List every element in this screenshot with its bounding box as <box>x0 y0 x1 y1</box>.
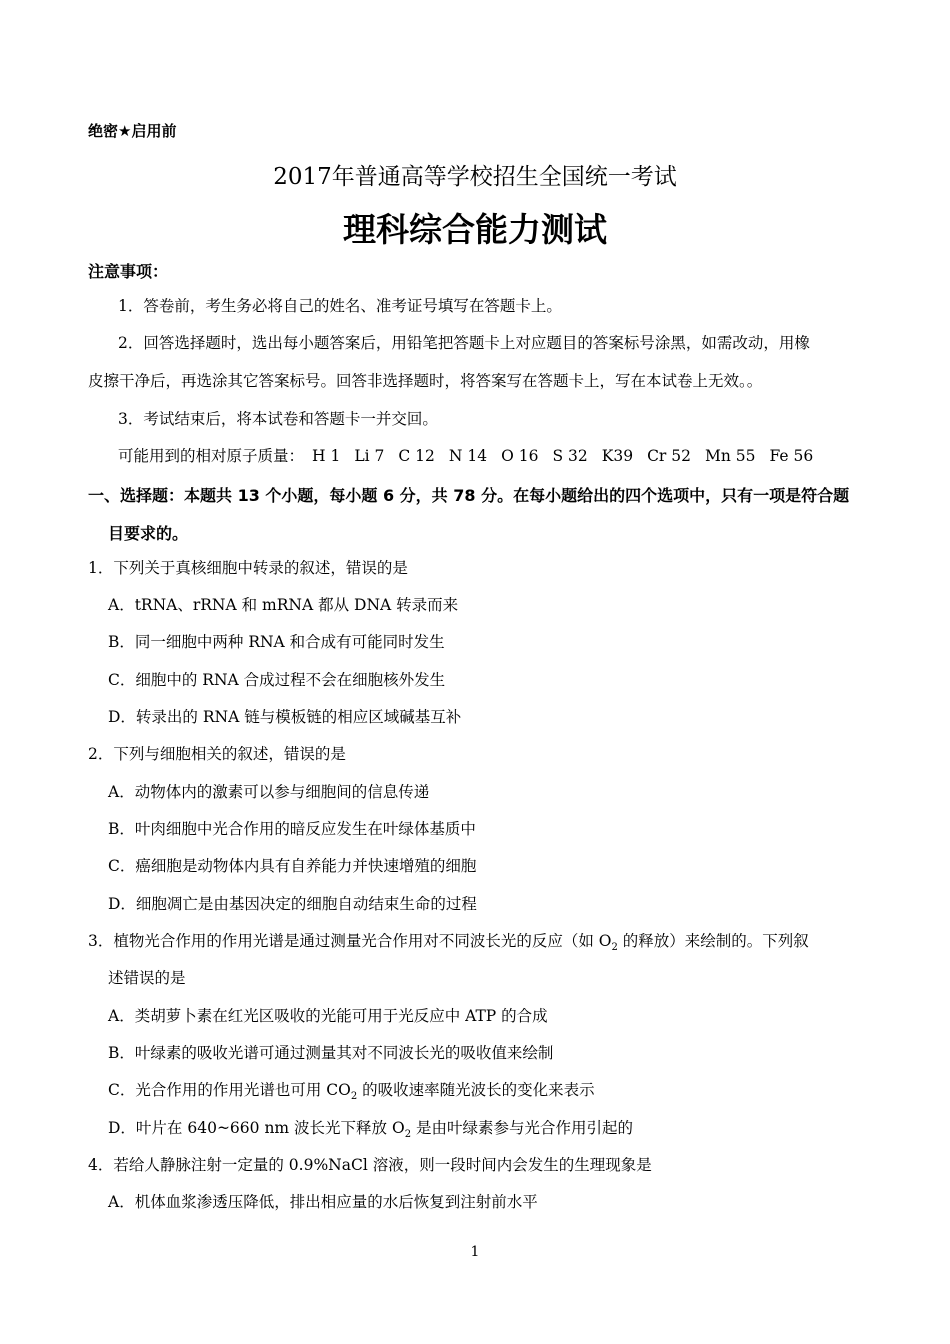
atomic-mass: O 16 <box>501 447 539 465</box>
atomic-mass: C 12 <box>398 447 435 465</box>
atomic-masses <box>118 446 827 466</box>
question-2-option-a: A．动物体内的激素可以参与细胞间的信息传递 <box>108 783 430 801</box>
notice-item-2-line-1: 2．回答选择题时，选出每小题答案后，用铅笔把答题卡上对应题目的答案标号涂黑，如需改动，用橡 <box>118 334 810 352</box>
section-1-heading-line-2: 目要求的。 <box>108 524 189 543</box>
atomic-mass: Fe 56 <box>769 447 814 465</box>
atomic-mass: K39 <box>601 447 634 465</box>
question-1-option-d: D．转录出的 RNA 链与模板链的相应区域碱基互补 <box>108 708 462 726</box>
question-4-stem: 4．若给人静脉注射一定量的 0.9%NaCl 溶液，则一段时间内会发生的生理现象是 <box>88 1156 652 1174</box>
question-3-option-c: C．光合作用的作用光谱也可用 $CO_2$ 的吸收速率随光波长的变化来表示 <box>108 1081 595 1103</box>
atomic-mass: Li 7 <box>354 447 385 465</box>
section-1-heading-line-1: 一、选择题：本题共 13 个小题，每小题 6 分，共 78 分。在每小题给出的四个选项中，只有一项是符合题 <box>88 486 850 505</box>
atomic-mass: Cr 52 <box>647 447 691 465</box>
question-1-option-a: A．tRNA、rRNA 和 mRNA 都从 DNA 转录而来 <box>108 596 459 614</box>
atomic-masses-label: 可能用到的相对原子质量： <box>118 447 305 465</box>
notice-item-2-line-2: 皮擦干净后，再选涂其它答案标号。回答非选择题时，将答案写在答题卡上，写在本试卷上无效。。 <box>88 372 763 390</box>
atomic-mass: Mn 55 <box>704 447 756 465</box>
question-2-option-d: D．细胞凋亡是由基因决定的细胞自动结束生命的过程 <box>108 895 477 913</box>
question-4-option-a: A．机体血浆渗透压降低，排出相应量的水后恢复到注射前水平 <box>108 1193 538 1211</box>
question-1-stem: 1．下列关于真核细胞中转录的叙述，错误的是 <box>88 559 408 577</box>
secret-label: 绝密★启用前 <box>88 122 177 140</box>
question-3-option-a: A．类胡萝卜素在红光区吸收的光能可用于光反应中 ATP 的合成 <box>108 1007 548 1025</box>
notice-heading: 注意事项： <box>88 262 169 281</box>
question-1-option-b: B．同一细胞中两种 RNA 和合成有可能同时发生 <box>108 633 445 651</box>
question-3-option-b: B．叶绿素的吸收光谱可通过测量其对不同波长光的吸收值来绘制 <box>108 1044 554 1062</box>
question-1-option-c: C．细胞中的 RNA 合成过程不会在细胞核外发生 <box>108 671 446 689</box>
atomic-mass: S 32 <box>552 447 588 465</box>
atomic-mass: H 1 <box>312 447 341 465</box>
question-3-stem-line-2: 述错误的是 <box>108 969 186 987</box>
question-2-option-c: C．癌细胞是动物体内具有自养能力并快速增殖的细胞 <box>108 857 477 875</box>
subject-title: 理科综合能力测试 <box>343 210 607 249</box>
page-number: 1 <box>470 1244 480 1260</box>
question-2-option-b: B．叶肉细胞中光合作用的暗反应发生在叶绿体基质中 <box>108 820 476 838</box>
notice-item-3: 3．考试结束后，将本试卷和答题卡一并交回。 <box>118 410 438 428</box>
question-3-stem: 3．植物光合作用的作用光谱是通过测量光合作用对不同波长光的反应（如 $O_2$ 的释放）来绘制的。下列叙 <box>88 932 809 954</box>
question-3-option-d: D．叶片在 640~660 nm 波长光下释放 $O_2$ 是由叶绿素参与光合作用引起的 <box>108 1119 633 1141</box>
notice-item-1: 1．答卷前，考生务必将自己的姓名、准考证号填写在答题卡上。 <box>118 297 562 315</box>
exam-title: 2017年普通高等学校招生全国统一考试 <box>273 164 677 190</box>
question-2-stem: 2．下列与细胞相关的叙述，错误的是 <box>88 745 346 763</box>
atomic-mass: N 14 <box>448 447 488 465</box>
